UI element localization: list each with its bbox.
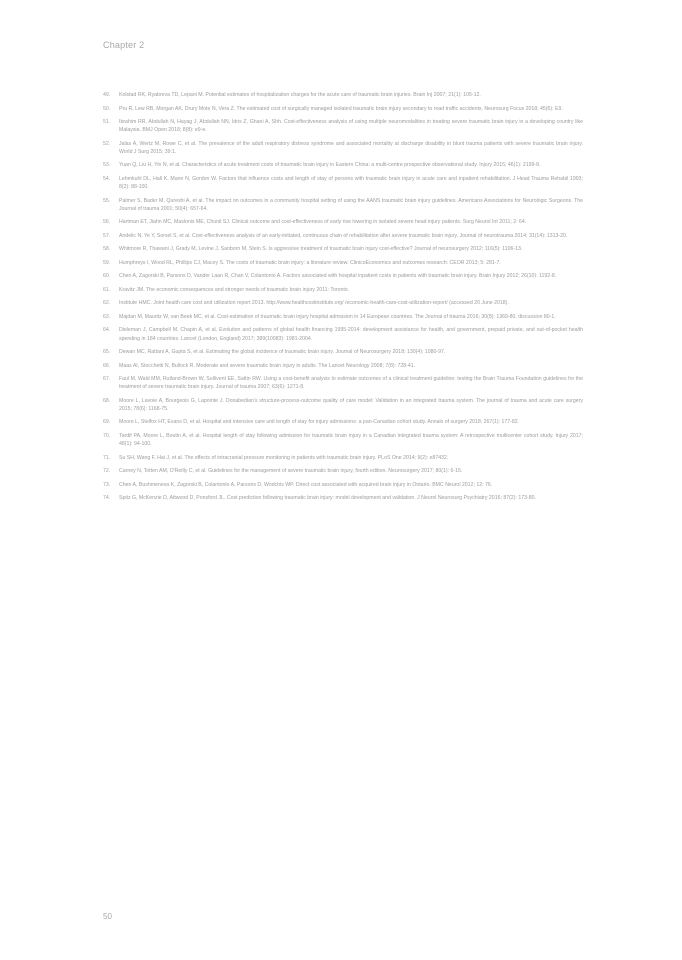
reference-number: 55. bbox=[103, 197, 111, 204]
reference-item bbox=[103, 105, 583, 113]
reference-text: Su SH, Wang F, Hai J, et al. The effects of intracranial pressure monitoring in patients with traumatic brain injury. PLoS One 2014; 9(2): e87432. bbox=[119, 454, 449, 461]
reference-item bbox=[103, 494, 583, 502]
reference-text: Palmer S, Bader M, Qureshi A, et al. The impact on outcomes in a community hospital setting of using the AANS traumatic brain injury guidelines. Americans Associations for Neurologic Surgeons. The Journal of trauma 2001; 50(4): 657-64. bbox=[119, 197, 583, 212]
reference-text: Moore L, Stelfox HT, Evans D, et al. Hospital and intensive care unit length of stay for injury admissions: a pan-Canadian cohort study. Annals of surgery 2018; 267(1): 177-82. bbox=[119, 419, 520, 426]
reference-text: Kolstad RK, Ryabreva TD, Lepani M. Potential estimates of hospitalization charges for the acute care of traumatic brain injuries. Brain Inj 2007; 21(1): 105-12. bbox=[119, 92, 481, 98]
reference-number: 61. bbox=[103, 286, 111, 293]
reference-item bbox=[103, 418, 583, 426]
reference-number: 65. bbox=[103, 349, 111, 356]
reference-number: 54. bbox=[103, 175, 111, 182]
reference-item bbox=[103, 272, 583, 280]
reference-item bbox=[103, 118, 583, 134]
reference-text: Hartman ET, Jiahn MC, Maslonis ME, Chunil SJ. Clinical outcome and cost-effectiveness of early rise lowering in isolated severe head injury patients. Surg Neurol Int 2011; 2: 64. bbox=[119, 219, 527, 226]
reference-text: Ibrahim RR, Abdullah N, Hayag J, Abdullah NN, Idris Z, Ghani A, Shh. Cost-effectiveness analysis of using multiple neuromodalities in treating severe traumatic brain injury in a developing country like Malaysia. BMJ Open 2018; 8(8): e9-e. bbox=[119, 119, 583, 134]
reference-number: 57. bbox=[103, 232, 111, 239]
reference-number: 52. bbox=[103, 140, 111, 147]
reference-number: 51. bbox=[103, 119, 111, 125]
reference-item bbox=[103, 218, 583, 226]
reference-number: 73. bbox=[103, 481, 111, 488]
reference-item bbox=[103, 286, 583, 294]
reference-text: Carney N, Totten AM, O'Reilly C, et al. Guidelines for the management of severe traumatic brain injury, fourth edition. Neurosurgery 2017; 80(1): 6-15. bbox=[119, 468, 463, 475]
reference-item bbox=[103, 375, 583, 391]
reference-text: Maas AI, Stocchetti N, Bullock R. Moderate and severe traumatic brain injury in adults. The Lancet Neurology 2008; 7(8): 728-41. bbox=[119, 362, 416, 369]
reference-number: 70. bbox=[103, 432, 111, 439]
reference-text: Faul M, Wald MM, Rutland-Brown W, Sullivent EE, Sattin RW. Using a cost-benefit analysis to estimate outcomes of a clinical treatment guideline: testing the Brain Trauma Foundation guidelines for the treatment of severe traumatic brain injury. Journal of trauma 2007; 63(6): 1271-8. bbox=[119, 376, 583, 391]
reference-item bbox=[103, 197, 583, 213]
page-number: 50 bbox=[103, 912, 112, 921]
reference-item bbox=[103, 326, 583, 342]
reference-text: Andelic N, Ye Y, Sorsel S, et al. Cost-effectiveness analysis of an early-initiated, continuous chain of rehabilitation after severe traumatic brain injury. Journal of neurotrauma 2014; 31(14): 1313-20. bbox=[119, 232, 568, 239]
reference-list bbox=[103, 91, 583, 508]
reference-number: 67. bbox=[103, 376, 111, 383]
reference-number: 53. bbox=[103, 162, 111, 169]
reference-item bbox=[103, 259, 583, 267]
reference-item bbox=[103, 397, 583, 413]
reference-item bbox=[103, 91, 583, 99]
reference-text: Majdan M, Mauritz W, van Beek MC, et al. Cost-estimation of traumatic brain injury hospital admission in 14 European countries. The Journal of trauma 2016; 30(8): 1369-80. discussion 80-1. bbox=[119, 313, 556, 320]
reference-text: Chen A, Zagorski B, Parsons D, Vander Laan R, Chan V, Colantonio A. Factors associated with hospital inpatient costs in patients with traumatic brain injury. Brain Injury 2012; 26(10): 1192-8. bbox=[119, 273, 557, 280]
reference-number: 49. bbox=[103, 92, 111, 98]
reference-text: Spitz G, McKenzie D, Attwood D, Ponsford JL. Cost prediction following traumatic brain injury: model development and validation. J Neurol Neurosurg Psychiatry 2016; 87(2): 173-80. bbox=[119, 495, 536, 502]
reference-number: 50. bbox=[103, 105, 111, 112]
reference-text: Yuan Q, Liu H, Yin N, et al. Characteristics of acute treatment costs of traumatic brain injury in Eastern China: a multi-centre prospective observational study. Injury 2015; 46(1): 2199-8. bbox=[119, 162, 541, 169]
reference-item bbox=[103, 348, 583, 356]
reference-text: Chen A, Bushmeneva K, Zagorski B, Colantonio A, Parsons D, Wodchis WP. Direct cost associated with acquired brain injury in Ontario. BMC Neurol 2012; 12: 76. bbox=[119, 481, 493, 488]
reference-text: Humphreys I, Wood RL, Phillips CJ, Macey S. The costs of traumatic brain injury: a literature review. ClinicoEconomics and outcomes research: CEOR 2013; 5: 281-7. bbox=[119, 259, 501, 266]
reference-item bbox=[103, 481, 583, 489]
reference-text: Institute HMC. Joint health care cost and utilization report 2013. http://www.healthcostinstitute.org/ /economic-health-care-cost-utilization-report/ (accessed 20 June 2018). bbox=[119, 300, 509, 307]
reference-item bbox=[103, 245, 583, 253]
reference-number: 56. bbox=[103, 219, 111, 226]
reference-number: 63. bbox=[103, 313, 111, 320]
reference-text: Tardif PA, Moore L, Boutin A, et al. Hospital length of stay following admission for traumatic brain injury in a Canadian integrated trauma system: A retrospective multicenter cohort study. Injury 2017; 48(1): 94-100. bbox=[119, 432, 583, 448]
reference-item bbox=[103, 232, 583, 240]
reference-item bbox=[103, 175, 583, 191]
reference-number: 64. bbox=[103, 327, 111, 334]
reference-text: Lehmkuhl DL, Hall K, Mann N, Gordon W. Factors that influence costs and length of stay of persons with traumatic brain injury in acute care and inpatient rehabilitation. J Head Trauma Rehabil 1993; 8(2): 88-100. bbox=[119, 175, 583, 191]
reference-item bbox=[103, 362, 583, 370]
reference-text: Moore L, Lavoie A, Bourgeois G, Lapointe J. Donabedian's structure-process-outcome quality of care model: Validation in an integrated trauma system. The journal of trauma and acute care surgery 2015; 78(6): 1168-75. bbox=[119, 397, 583, 412]
reference-text: Jalas A, Wertz M, Rowe C, et al. The prevalence of the adult respiratory distress syndrome and associated mortality at discharge disability in blunt trauma patients with severe traumatic brain injury. World J Surg 2015; 39:1. bbox=[119, 140, 583, 155]
reference-item bbox=[103, 161, 583, 169]
reference-text: Kravitz JM. The economic consequences and stronger needs of traumatic brain injury 2011: Toronto. bbox=[119, 286, 350, 293]
reference-number: 69. bbox=[103, 419, 111, 426]
reference-item bbox=[103, 454, 583, 462]
reference-number: 74. bbox=[103, 495, 111, 502]
reference-item bbox=[103, 467, 583, 475]
reference-number: 68. bbox=[103, 397, 111, 404]
reference-item bbox=[103, 313, 583, 321]
reference-item bbox=[103, 432, 583, 448]
reference-number: 60. bbox=[103, 273, 111, 280]
reference-text: Dieleman J, Campbell M, Chapin A, et al. Evolution and patterns of global health financing 1995-2014: development assistance for health, and government, prepaid private, and out-of-pocket health spending in 184 countries. Lancet (London, England) 2017; 389(10083): 1981-2004. bbox=[119, 327, 583, 342]
reference-number: 59. bbox=[103, 259, 111, 266]
reference-item bbox=[103, 299, 583, 307]
reference-number: 62. bbox=[103, 300, 111, 307]
reference-text: Pru R, Lew RB, Morgan AK, Drury Mote N, Vera Z. The estimated cost of surgically managed isolated traumatic brain injury secondary to road traffic accidents. Neurosurg Focus 2018; 45(6): E9. bbox=[119, 105, 563, 112]
reference-number: 66. bbox=[103, 362, 111, 369]
reference-number: 72. bbox=[103, 468, 111, 475]
chapter-label: Chapter 2 bbox=[103, 40, 145, 50]
reference-number: 58. bbox=[103, 246, 111, 253]
reference-number: 71. bbox=[103, 454, 111, 461]
reference-text: Whitmore R, Thawani J, Grady M, Levine J, Sanborn M, Stein S. Is aggressive treatment of traumatic brain injury cost-effective? Journal of neurosurgery 2012; 116(5): 1106-13. bbox=[119, 246, 523, 253]
reference-item bbox=[103, 140, 583, 156]
reference-text: Dewan MC, Rattani A, Gupta S, et al. Estimating the global incidence of traumatic brain injury. Journal of Neurosurgery 2018; 130(4): 1080-97. bbox=[119, 349, 446, 356]
